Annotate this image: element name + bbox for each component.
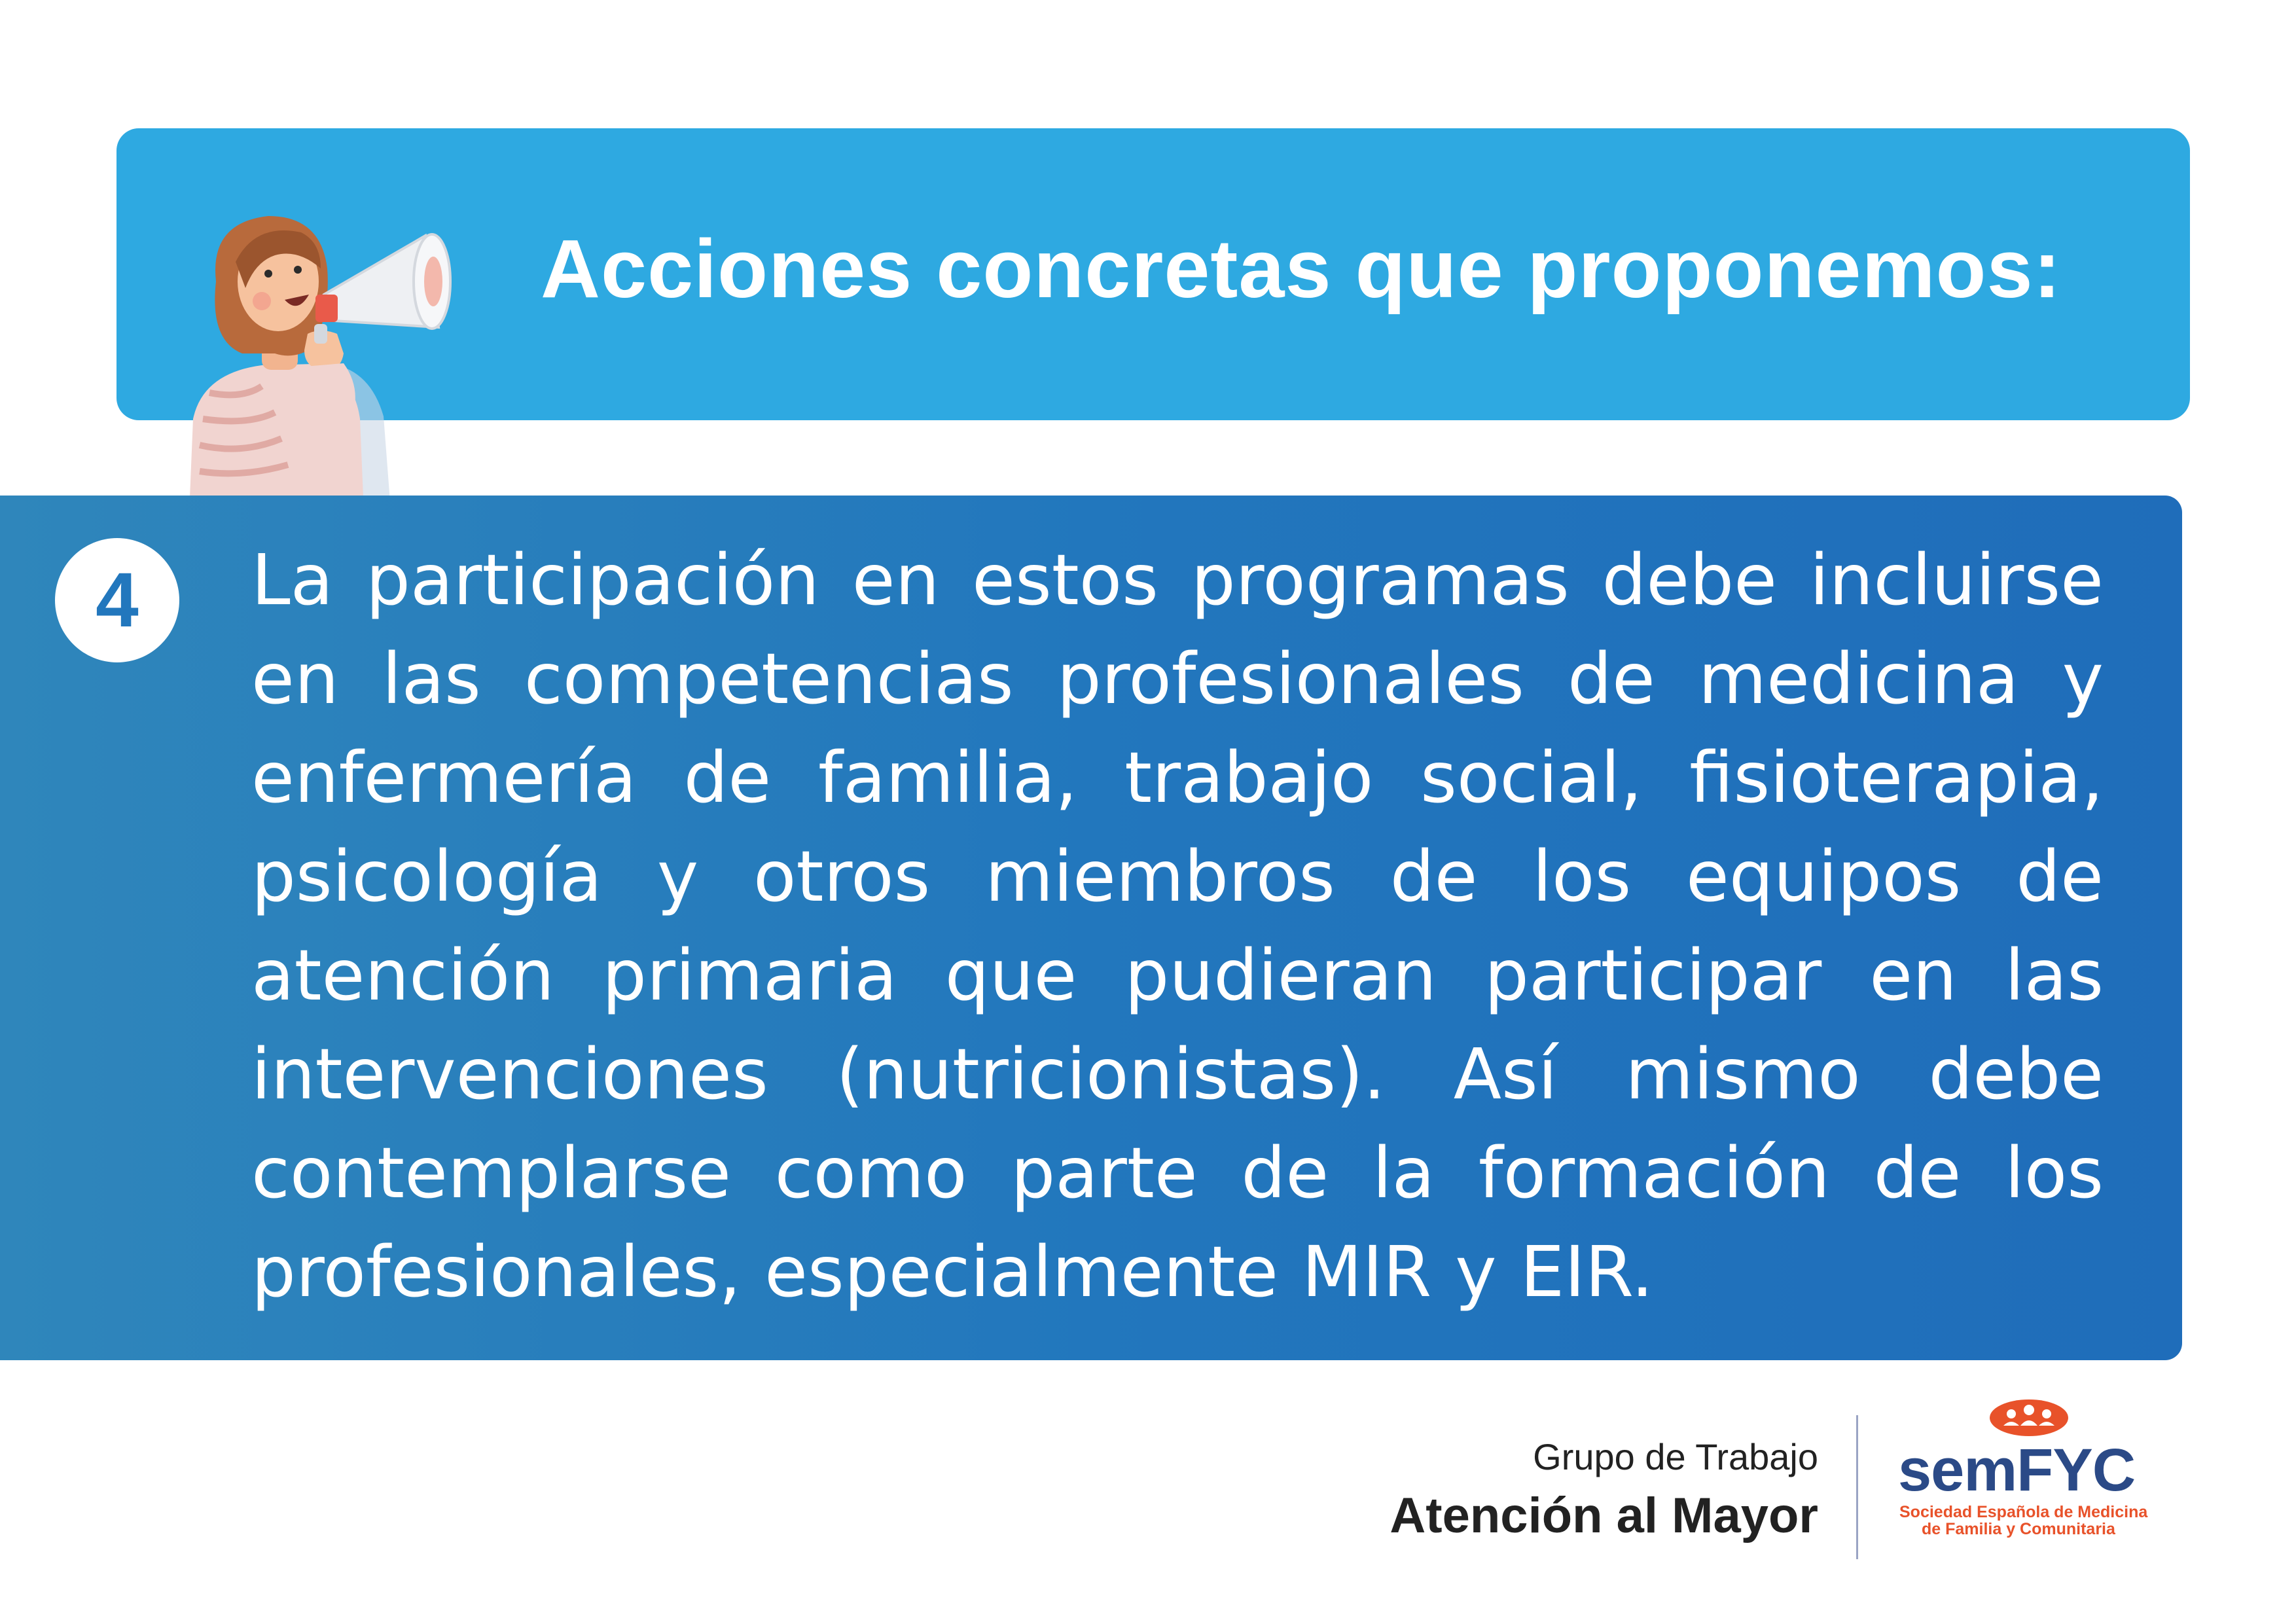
item-description: La participación en estos programas debe incluirse en las competencias profesionales de medicina y enfermería de familia, trabajo social, fisioterapia, psicología y otros miembros de los equipos de atención primaria que pudieran participar en las intervenciones (nutricionistas). Así mismo debe contemplarse como parte de la formación de los profesionales, especialmente MIR y EIR. (251, 540, 2104, 1313)
footer-divider (1856, 1415, 1858, 1559)
group-name: Atención al Mayor (1390, 1488, 1818, 1543)
semfyc-logo-icon (1986, 1397, 2072, 1439)
logo-wordmark: semFYC (1898, 1437, 2136, 1504)
logo-subtitle-2: de Familia y Comunitaria (1922, 1520, 2115, 1538)
item-number-badge: 4 (55, 538, 179, 662)
logo-subtitle-1: Sociedad Española de Medicina (1899, 1503, 2148, 1521)
page-title: Acciones concretas que proponemos: (541, 223, 2062, 315)
semfyc-logo (1892, 1397, 2166, 1538)
working-group-label (1229, 1431, 1818, 1549)
group-label: Grupo de Trabajo (1533, 1436, 1818, 1477)
woman-with-megaphone-icon (164, 196, 530, 497)
